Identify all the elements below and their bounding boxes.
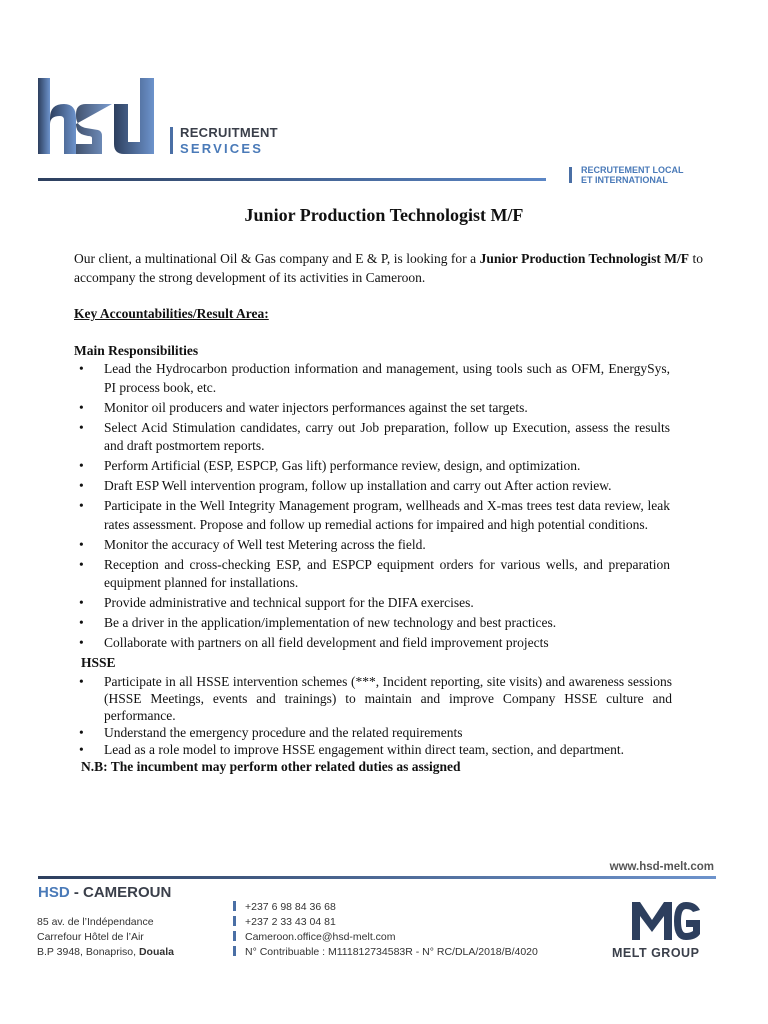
address-line	[37, 945, 174, 960]
list-item	[74, 536, 670, 555]
list-item	[74, 556, 670, 593]
bullet-icon: •	[79, 673, 84, 689]
contact-row	[233, 945, 538, 960]
list-item	[74, 673, 672, 724]
list-item	[74, 594, 670, 613]
list-item-text: Monitor the accuracy of Well test Metering across the field.	[104, 536, 426, 552]
tagline-line1: RECRUTEMENT LOCAL	[581, 165, 684, 175]
list-item-text: Participate in the Well Integrity Management program, wellheads and X-mas trees test data review, leak rates assessment. Propose and follow up remedial actions for impaired and high potential conditions.	[104, 498, 670, 532]
contact-row	[233, 900, 538, 915]
melt-group-logo	[630, 898, 702, 942]
list-item	[74, 457, 670, 476]
website-link[interactable]: www.hsd-melt.com	[609, 861, 714, 873]
logo-services: SERVICES	[180, 141, 264, 156]
address-block	[37, 915, 174, 960]
bullet-bar-icon	[233, 916, 236, 926]
hsse-list	[74, 673, 703, 758]
list-item-text: Monitor oil producers and water injectors performances against the set targets.	[104, 399, 528, 415]
list-item	[74, 634, 670, 653]
bullet-icon: •	[79, 498, 84, 513]
tagline-line2: ET INTERNATIONAL	[581, 175, 668, 185]
intro-job-title: Junior Production Technologist M/F	[479, 251, 690, 266]
address-po-box: B.P 3948, Bonapriso,	[37, 946, 139, 958]
address-city: Douala	[138, 946, 174, 958]
list-item-text: Draft ESP Well intervention program, follow up installation and carry out After action review.	[104, 478, 612, 493]
main-responsibilities-heading: Main Responsibilities	[74, 342, 199, 358]
bullet-bar-icon	[233, 946, 236, 956]
list-item	[74, 724, 672, 741]
list-item	[74, 477, 670, 496]
list-item-text: Reception and cross-checking ESP, and ESPCP equipment orders for various wells, and preparation equipment planned for installations.	[104, 556, 670, 590]
address-line: 85 av. de l’Indépendance	[37, 916, 154, 928]
nb-note: N.B: The incumbent may perform other related duties as assigned	[81, 758, 461, 774]
contact-row	[233, 930, 538, 945]
tax-registration: N° Contribuable : M111812734583R - N° RC/DLA/2018/B/4020	[245, 946, 538, 958]
bullet-icon: •	[79, 478, 84, 493]
document-body	[74, 250, 703, 776]
company-hsd: HSD	[38, 884, 70, 901]
logo-recruitment: RECRUITMENT	[180, 125, 278, 140]
job-title: Junior Production Technologist M/F	[244, 205, 524, 225]
bullet-icon: •	[79, 361, 84, 376]
company-name	[38, 884, 171, 901]
list-item-text: Understand the emergency procedure and the related requirements	[104, 724, 463, 740]
list-item-text: Participate in all HSSE intervention schemes (***, Incident reporting, site visits) and awareness sessions (HSSE Meetings, events and trainings) to maintain and improve Company HSSE culture and performance.	[104, 673, 672, 723]
list-item	[74, 614, 670, 633]
list-item	[74, 419, 670, 456]
bullet-icon: •	[79, 635, 84, 650]
email-link[interactable]: Cameroon.office@hsd-melt.com	[245, 931, 396, 943]
list-item-text: Select Acid Stimulation candidates, carry out Job preparation, follow up Execution, assess the results and draft postmortem reports.	[104, 419, 670, 453]
tagline	[581, 165, 684, 185]
company-country: - CAMEROUN	[69, 884, 172, 901]
bullet-icon: •	[79, 419, 84, 435]
bullet-icon: •	[79, 741, 84, 757]
bullet-icon: •	[79, 536, 84, 552]
bullet-bar-icon	[233, 901, 236, 911]
bullet-icon: •	[79, 615, 84, 630]
list-item-text: Lead the Hydrocarbon production information and management, using tools such as OFM, EnergySys, PI process book, etc.	[104, 361, 670, 395]
tagline-divider	[569, 167, 572, 183]
list-item	[74, 741, 672, 758]
list-item	[74, 360, 670, 397]
footer-rule	[38, 876, 716, 879]
bullet-icon: •	[79, 556, 84, 572]
contact-row	[233, 915, 538, 930]
bullet-bar-icon	[233, 931, 236, 941]
address-line: Carrefour Hôtel de l’Air	[37, 931, 144, 943]
phone-mobile: +237 6 98 84 36 68	[245, 901, 336, 913]
list-item-text: Collaborate with partners on all field development and field improvement projects	[104, 635, 549, 650]
key-accountabilities-heading: Key Accountabilities/Result Area:	[74, 306, 269, 321]
bullet-icon: •	[79, 595, 84, 610]
list-item-text: Be a driver in the application/implementation of new technology and best practices.	[104, 615, 557, 630]
hsse-heading: HSSE	[81, 655, 116, 670]
hsd-logo	[36, 74, 158, 158]
intro-text-before: Our client, a multinational Oil & Gas company and E & P, is looking for a	[74, 251, 480, 266]
bullet-icon: •	[79, 724, 84, 740]
intro-paragraph	[74, 250, 703, 287]
contact-block	[233, 900, 538, 960]
list-item	[74, 399, 670, 418]
intro-text-after: to accompany the strong development of its activities in Cameroon.	[74, 251, 703, 285]
phone-landline: +237 2 33 43 04 81	[245, 916, 336, 928]
list-item-text: Perform Artificial (ESP, ESPCP, Gas lift) performance review, design, and optimization.	[104, 458, 581, 473]
bullet-icon: •	[79, 399, 84, 415]
list-item-text: Lead as a role model to improve HSSE engagement within direct team, section, and department.	[104, 741, 624, 757]
list-item-text: Provide administrative and technical support for the DIFA exercises.	[104, 595, 474, 610]
list-item	[74, 497, 670, 534]
responsibilities-list	[74, 360, 703, 653]
header-rule	[38, 178, 546, 181]
melt-group-name: MELT GROUP	[612, 946, 700, 960]
logo-divider	[170, 127, 173, 154]
bullet-icon: •	[79, 458, 84, 473]
